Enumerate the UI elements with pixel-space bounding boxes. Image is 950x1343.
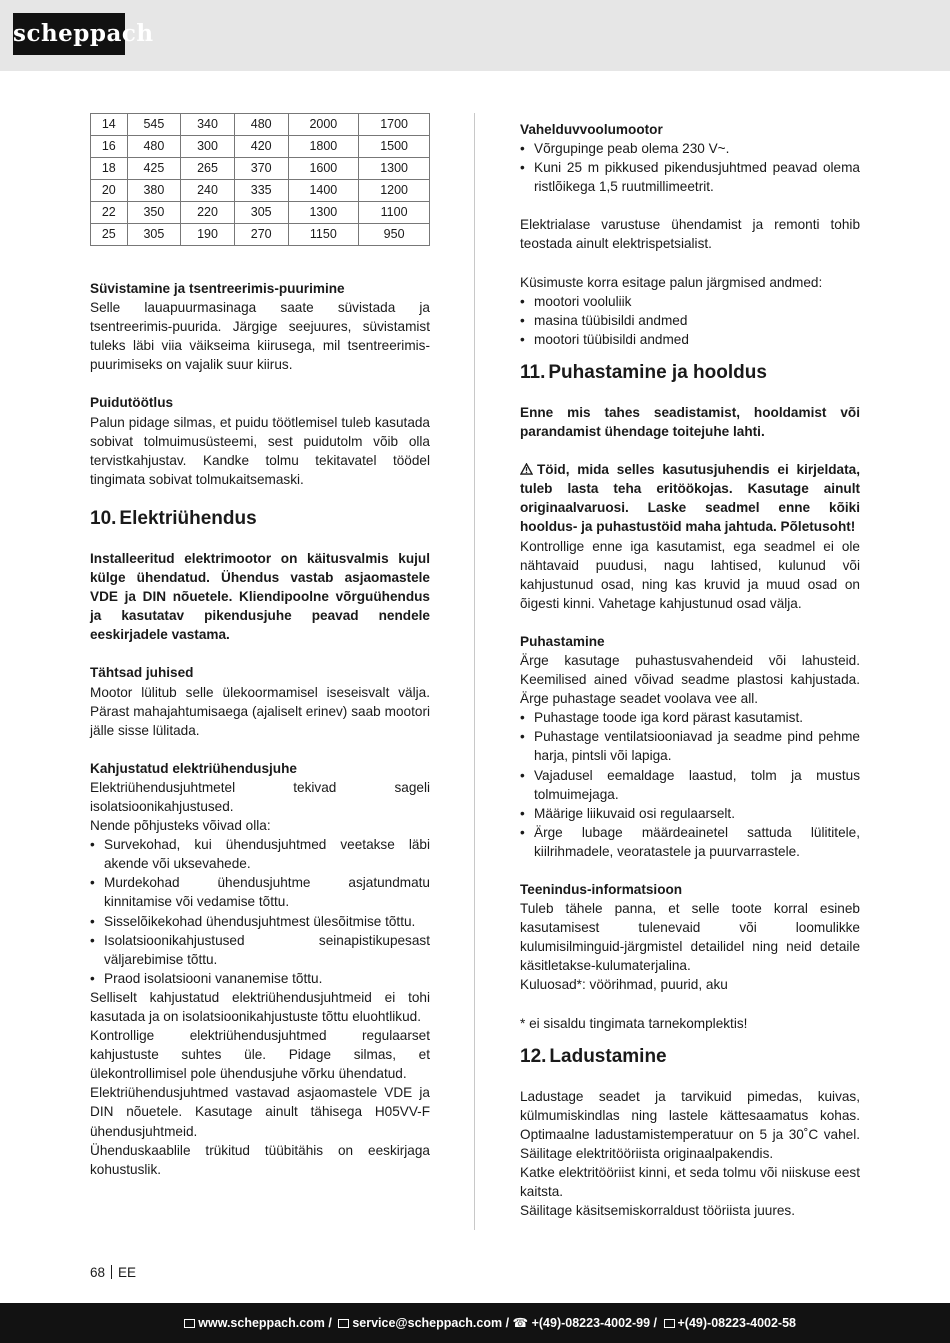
table-cell: 480 bbox=[127, 136, 181, 158]
damaged-heading: Kahjustatud elektriühendusjuhe bbox=[90, 760, 297, 776]
ac-motor-text: Elektrialase varustuse ühendamist ja remonti tohib teostada ainult elektrispetsialist. bbox=[520, 217, 860, 252]
section-12-heading bbox=[520, 1045, 860, 1069]
countersink-heading: Süvistamine ja tsentreerimis-puurimine bbox=[90, 281, 345, 296]
table-cell: 1600 bbox=[288, 158, 359, 180]
table-cell: 1700 bbox=[359, 114, 430, 136]
list-item: • mootori tüübisildi andmed bbox=[520, 330, 860, 349]
workshop-warning-text: Töid, mida selles kasutusjuhendis ei kirjeldata, tuleb lasta teha eritöökojas. Kasutage ainult originaalvaruosi. Laske seadmel enne kõiki hooldus- ja puhastustöid maha jahtuda. Põletusoht! bbox=[520, 462, 860, 535]
phone-number: +(49)-08223-4002-99 bbox=[531, 1316, 651, 1330]
table-cell: 420 bbox=[234, 136, 288, 158]
table-cell: 18 bbox=[91, 158, 128, 180]
table-cell: 425 bbox=[127, 158, 181, 180]
table-cell: 1300 bbox=[288, 202, 359, 224]
wood-heading: Puidutöötlus bbox=[90, 395, 174, 411]
ac-motor-heading: Vahelduvvoolumootor bbox=[520, 122, 663, 137]
table-cell: 1150 bbox=[288, 224, 359, 246]
table-row bbox=[91, 202, 430, 224]
table-cell: 1100 bbox=[359, 202, 430, 224]
page-separator bbox=[111, 1265, 112, 1279]
storage-text-3: Säilitage käsitsemiskorraldust tööriista juures. bbox=[520, 1203, 796, 1219]
section-12-title: Ladustamine bbox=[549, 1045, 667, 1067]
list-item: • Sisselõikekohad ühendusjuhtmest ülesõitmise tõttu. bbox=[90, 912, 430, 931]
list-item: • Praod isolatsiooni vananemise tõttu. bbox=[90, 969, 430, 988]
list-item: • Võrgupinge peab olema 230 V~. bbox=[520, 139, 860, 158]
speed-table bbox=[90, 113, 430, 246]
electric-intro: Installeeritud elektrimootor on käitusvalmis kujul külge ühendatud. Ühendus vastab asjaomastele VDE ja DIN nõuetele. Kliendipoolne võrguühendus ja kasutatav pikendusjuhe peavad nendele eeskirjadele vastama. bbox=[90, 550, 430, 643]
fax-icon bbox=[664, 1319, 675, 1328]
inspection-text: Kontrollige enne iga kasutamist, ega seadmel ei ole nähtavaid puudusi, nagu lahtised, kulunud või kahjustunud osad, ning kas kruvid ja muud osad on õigesti kinni. Vahetage kahjustunud osad välja. bbox=[520, 538, 860, 611]
language-code: EE bbox=[118, 1265, 137, 1280]
website-link[interactable]: www.scheppach.com bbox=[198, 1316, 325, 1330]
workshop-warning bbox=[520, 460, 860, 536]
table-cell: 545 bbox=[127, 114, 181, 136]
damaged-text-3: Selliselt kahjustatud elektriühendusjuhtmeid ei tohi kasutada ja on isolatsioonikahjustuste tõttu eluohtlikud. bbox=[90, 989, 430, 1024]
cleaning-heading: Puhastamine bbox=[520, 633, 605, 649]
list-item: • Määrige liikuvaid osi regulaarselt. bbox=[520, 804, 860, 823]
cleaning-list bbox=[520, 708, 860, 861]
damaged-text-6: Ühenduskaablile trükitud tüübitähis on eeskirjaga kohustuslik. bbox=[90, 1142, 430, 1177]
table-row bbox=[91, 158, 430, 180]
table-cell: 265 bbox=[181, 158, 235, 180]
ac-motor-list bbox=[520, 139, 860, 196]
list-item: • Murdekohad ühendusjuhtme asjatundmatu kinnitamise või vedamise tõttu. bbox=[90, 873, 430, 911]
page-number: 68 bbox=[90, 1265, 106, 1280]
contact-bar: www.scheppach.com / service@scheppach.com / ☎ +(49)-08223-4002-99 / +(49)-08223-4002-58 bbox=[0, 1303, 950, 1343]
table-cell: 350 bbox=[127, 202, 181, 224]
table-cell: 370 bbox=[234, 158, 288, 180]
inquiry-text: Küsimuste korra esitage palun järgmised andmed: bbox=[520, 274, 823, 290]
damaged-text-4: Kontrollige elektriühendusjuhtmed regulaarset kahjustuste suhtes üle. Pidage silmas, et ülekontrollimisel pole ühendusjuhe võrku ühendatud. bbox=[90, 1028, 430, 1082]
cleaning-text: Ärge kasutage puhastusvahendeid või lahusteid. Keemilised ained võivad seadme plastosi kahjustada. Ärge puhastage seadet voolava vee all. bbox=[520, 652, 860, 707]
brand-logo: scheppach bbox=[13, 13, 125, 55]
table-cell: 240 bbox=[181, 180, 235, 202]
fax-number: +(49)-08223-4002-58 bbox=[677, 1316, 796, 1330]
table-row bbox=[91, 224, 430, 246]
section-10-title: Elektriühendus bbox=[119, 507, 257, 529]
service-heading: Teenindus-informatsioon bbox=[520, 882, 683, 897]
section-11-heading bbox=[520, 361, 860, 385]
service-wear-parts: Kuluosad*: vöörihmad, puurid, aku bbox=[520, 977, 728, 993]
table-cell: 1500 bbox=[359, 136, 430, 158]
list-item: • Ärge lubage määrdeainetel sattuda lülititele, kiilrihmadele, veoratastele ja puurvarrastele. bbox=[520, 823, 860, 861]
wood-text: Palun pidage silmas, et puidu töötlemisel tuleb kasutada sobivat tolmuimusüsteemi, sest puidutolm võib olla tervistkahjustav. Kandke tolmu tekitavatel töödel tingimata sobivat tolmukaitsemaski. bbox=[90, 414, 430, 487]
list-item: • Puhastage toode iga kord pärast kasutamist. bbox=[520, 708, 860, 727]
table-cell: 340 bbox=[181, 114, 235, 136]
damaged-text-1: Elektriühendusjuhtmetel tekivad sageli isolatsioonikahjustused. bbox=[90, 779, 430, 814]
speed-table-body bbox=[91, 114, 430, 246]
header-bar bbox=[0, 0, 950, 71]
table-cell: 335 bbox=[234, 180, 288, 202]
table-cell: 380 bbox=[127, 180, 181, 202]
table-cell: 1300 bbox=[359, 158, 430, 180]
inquiry-list bbox=[520, 292, 860, 349]
damaged-list bbox=[90, 835, 430, 988]
table-cell: 22 bbox=[91, 202, 128, 224]
table-cell: 220 bbox=[181, 202, 235, 224]
mail-icon bbox=[338, 1319, 349, 1328]
right-column bbox=[520, 113, 860, 1220]
monitor-icon bbox=[184, 1319, 195, 1328]
list-item: • Survekohad, kui ühendusjuhtmed veetakse läbi akende või uksevahede. bbox=[90, 835, 430, 873]
countersink-text: Selle lauapuurmasinaga saate süvistada ja tsentreerimis-puurida. Järgige seejuures, süvistamist tuleks läbi viia väikseima kiirusega, mil tsentreerimis-puurimiseks on vajalik suur kiirus. bbox=[90, 300, 430, 373]
warning-triangle-icon bbox=[520, 463, 533, 475]
table-cell: 25 bbox=[91, 224, 128, 246]
table-cell: 20 bbox=[91, 180, 128, 202]
table-row bbox=[91, 136, 430, 158]
table-cell: 2000 bbox=[288, 114, 359, 136]
page-footer bbox=[90, 1265, 136, 1280]
service-note: * ei sisaldu tingimata tarnekomplektis! bbox=[520, 1015, 748, 1031]
email-link[interactable]: service@scheppach.com bbox=[352, 1316, 503, 1330]
list-item: • mootori vooluliik bbox=[520, 292, 860, 311]
table-cell: 190 bbox=[181, 224, 235, 246]
table-cell: 16 bbox=[91, 136, 128, 158]
section-12-number: 12. bbox=[520, 1045, 547, 1067]
table-cell: 14 bbox=[91, 114, 128, 136]
table-cell: 300 bbox=[181, 136, 235, 158]
column-divider bbox=[474, 113, 475, 1230]
section-10-heading bbox=[90, 507, 430, 531]
table-cell: 270 bbox=[234, 224, 288, 246]
important-text: Mootor lülitub selle ülekoormamisel iseseisvalt välja. Pärast mahajahtumisaega (ajaliselt erinev) saab mootori jälle sisse lülitada. bbox=[90, 684, 430, 738]
table-cell: 950 bbox=[359, 224, 430, 246]
section-10-number: 10. bbox=[90, 507, 117, 529]
table-row bbox=[91, 180, 430, 202]
list-item: • Vajadusel eemaldage laastud, tolm ja mustus tolmuimejaga. bbox=[520, 766, 860, 804]
table-cell: 1200 bbox=[359, 180, 430, 202]
list-item: • Kuni 25 m pikkused pikendusjuhtmed peavad olema ristlõikega 1,5 ruutmillimeetrit. bbox=[520, 158, 860, 196]
table-cell: 305 bbox=[127, 224, 181, 246]
damaged-text-2: Nende põhjusteks võivad olla: bbox=[90, 818, 271, 834]
list-item: • Isolatsioonikahjustused seinapistikupesast väljarebimise tõttu. bbox=[90, 931, 430, 969]
service-text: Tuleb tähele panna, et selle toote korral esineb kasutamisest tulenevaid või loomulikke kulumisilminguid-järgmistel detailidel ning neid detaile käsitletakse-kulumaterjalina. bbox=[520, 901, 860, 974]
important-heading: Tähtsad juhised bbox=[90, 665, 194, 681]
left-column bbox=[90, 113, 430, 1179]
storage-text-2: Katke elektritööriist kinni, et seda tolmu või niiskuse eest kaitsta. bbox=[520, 1165, 860, 1200]
list-item: • masina tüübisildi andmed bbox=[520, 311, 860, 330]
table-cell: 1400 bbox=[288, 180, 359, 202]
table-cell: 480 bbox=[234, 114, 288, 136]
table-cell: 305 bbox=[234, 202, 288, 224]
damaged-text-5: Elektriühendusjuhtmed vastavad asjaomastele VDE ja DIN nõuetele. Kasutage ainult tähisega H05VV-F ühendusjuhtmeid. bbox=[90, 1085, 430, 1139]
list-item: • Puhastage ventilatsiooniavad ja seadme pind pehme harja, pintsli või lapiga. bbox=[520, 727, 860, 765]
phone-icon: ☎ bbox=[512, 1316, 529, 1330]
section-11-title: Puhastamine ja hooldus bbox=[548, 361, 767, 383]
section-11-number: 11. bbox=[520, 361, 546, 383]
table-row bbox=[91, 114, 430, 136]
storage-text-1: Ladustage seadet ja tarvikuid pimedas, kuivas, külmumiskindlas ning lastele kättesaamatus kohas. Optimaalne ladustamistemperatuur on 5 ja 30˚C vahel. Säilitage elektritööriista originaalpakendis. bbox=[520, 1088, 860, 1161]
maintenance-warning: Enne mis tahes seadistamist, hooldamist või parandamist ühendage toitejuhe lahti. bbox=[520, 404, 860, 440]
table-cell: 1800 bbox=[288, 136, 359, 158]
